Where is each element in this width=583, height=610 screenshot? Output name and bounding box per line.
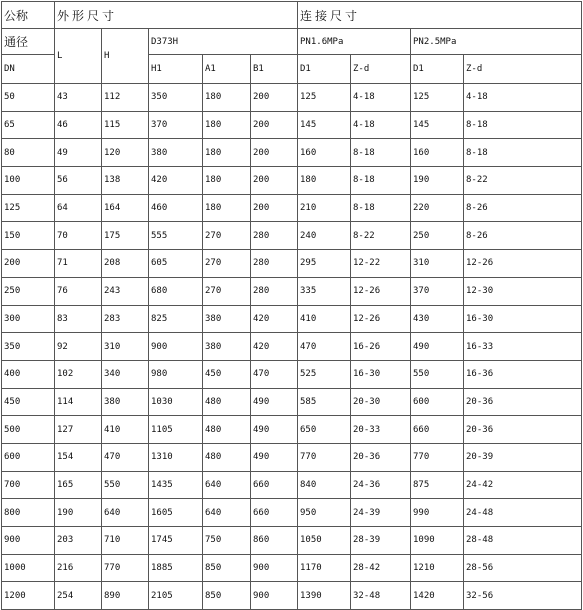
zd-pn25-cell: 8-26 <box>464 194 582 222</box>
d1-pn16-cell: 180 <box>298 167 351 195</box>
zd-pn16-cell: 8-18 <box>351 167 411 195</box>
h1-cell: 1105 <box>149 416 203 444</box>
table-row <box>2 443 582 471</box>
d1-pn25-cell: 600 <box>411 388 464 416</box>
table-row <box>2 333 582 361</box>
h-cell: 770 <box>102 554 149 582</box>
h1-cell: 605 <box>149 250 203 278</box>
zd-pn25-cell: 28-48 <box>464 527 582 555</box>
pn16-header: PN1.6MPa <box>298 29 411 55</box>
a1-cell: 180 <box>203 194 251 222</box>
d1-pn25-cell: 310 <box>411 250 464 278</box>
b1-cell: 280 <box>251 277 298 305</box>
table-row <box>2 250 582 278</box>
a1-cell: 270 <box>203 250 251 278</box>
l-cell: 49 <box>55 139 102 167</box>
zd-pn16-cell: 32-48 <box>351 582 411 610</box>
b1-cell: 490 <box>251 416 298 444</box>
table-row <box>2 277 582 305</box>
l-cell: 254 <box>55 582 102 610</box>
dn-cell: 350 <box>2 333 55 361</box>
l-cell: 46 <box>55 111 102 139</box>
d1-pn16-cell: 160 <box>298 139 351 167</box>
zd-pn16-cell: 12-26 <box>351 277 411 305</box>
b1-cell: 660 <box>251 499 298 527</box>
d1-pn16-cell: 240 <box>298 222 351 250</box>
d1-pn25-cell: 220 <box>411 194 464 222</box>
zd-pn25-cell: 8-18 <box>464 111 582 139</box>
h-cell: 340 <box>102 360 149 388</box>
d1-pn25-cell: 660 <box>411 416 464 444</box>
h1-cell: 825 <box>149 305 203 333</box>
table-row <box>2 111 582 139</box>
zd-header-pn16: Z-d <box>351 55 411 84</box>
l-cell: 56 <box>55 167 102 195</box>
d1-pn16-cell: 650 <box>298 416 351 444</box>
zd-pn16-cell: 20-33 <box>351 416 411 444</box>
h1-cell: 1435 <box>149 471 203 499</box>
h1-cell: 380 <box>149 139 203 167</box>
l-cell: 70 <box>55 222 102 250</box>
dn-cell: 900 <box>2 527 55 555</box>
zd-pn25-cell: 8-26 <box>464 222 582 250</box>
zd-pn25-cell: 20-36 <box>464 388 582 416</box>
zd-pn16-cell: 4-18 <box>351 111 411 139</box>
d1-pn16-cell: 210 <box>298 194 351 222</box>
a1-cell: 640 <box>203 471 251 499</box>
a1-cell: 180 <box>203 111 251 139</box>
d1-pn25-cell: 145 <box>411 111 464 139</box>
zd-pn25-cell: 20-39 <box>464 443 582 471</box>
table-row <box>2 499 582 527</box>
table-row <box>2 84 582 112</box>
d1-pn16-cell: 125 <box>298 84 351 112</box>
l-cell: 190 <box>55 499 102 527</box>
a1-cell: 180 <box>203 84 251 112</box>
a1-cell: 850 <box>203 582 251 610</box>
zd-pn16-cell: 8-18 <box>351 194 411 222</box>
table-row <box>2 167 582 195</box>
d1-pn16-cell: 335 <box>298 277 351 305</box>
a1-cell: 850 <box>203 554 251 582</box>
l-cell: 165 <box>55 471 102 499</box>
h-cell: 310 <box>102 333 149 361</box>
b1-cell: 420 <box>251 305 298 333</box>
zd-pn25-cell: 16-36 <box>464 360 582 388</box>
zd-header-pn25: Z-d <box>464 55 582 84</box>
zd-pn25-cell: 8-22 <box>464 167 582 195</box>
table-row <box>2 471 582 499</box>
a1-cell: 380 <box>203 333 251 361</box>
dn-cell: 1000 <box>2 554 55 582</box>
h-cell: 120 <box>102 139 149 167</box>
h1-cell: 900 <box>149 333 203 361</box>
l-header: L <box>55 29 102 84</box>
h1-cell: 1605 <box>149 499 203 527</box>
table-row <box>2 194 582 222</box>
h-cell: 640 <box>102 499 149 527</box>
zd-pn16-cell: 28-39 <box>351 527 411 555</box>
dn-cell: 300 <box>2 305 55 333</box>
h1-cell: 370 <box>149 111 203 139</box>
h-cell: 380 <box>102 388 149 416</box>
dn-cell: 400 <box>2 360 55 388</box>
d1-pn25-cell: 190 <box>411 167 464 195</box>
d1-pn25-cell: 1090 <box>411 527 464 555</box>
zd-pn25-cell: 28-56 <box>464 554 582 582</box>
l-cell: 71 <box>55 250 102 278</box>
h1-cell: 1030 <box>149 388 203 416</box>
zd-pn25-cell: 8-18 <box>464 139 582 167</box>
d1-pn16-cell: 840 <box>298 471 351 499</box>
zd-pn16-cell: 4-18 <box>351 84 411 112</box>
zd-pn25-cell: 20-36 <box>464 416 582 444</box>
zd-pn16-cell: 12-22 <box>351 250 411 278</box>
zd-pn16-cell: 20-30 <box>351 388 411 416</box>
d1-pn25-cell: 875 <box>411 471 464 499</box>
d1-pn25-cell: 125 <box>411 84 464 112</box>
dn-cell: 100 <box>2 167 55 195</box>
d1-pn25-cell: 990 <box>411 499 464 527</box>
d1-pn25-cell: 370 <box>411 277 464 305</box>
zd-pn25-cell: 16-30 <box>464 305 582 333</box>
d1-pn25-cell: 430 <box>411 305 464 333</box>
dn-cell: 700 <box>2 471 55 499</box>
outline-dimensions-header: 外形尺寸 <box>55 2 298 29</box>
d1-pn16-cell: 1170 <box>298 554 351 582</box>
h1-cell: 680 <box>149 277 203 305</box>
zd-pn25-cell: 4-18 <box>464 84 582 112</box>
b1-cell: 200 <box>251 167 298 195</box>
a1-cell: 180 <box>203 139 251 167</box>
zd-pn16-cell: 12-26 <box>351 305 411 333</box>
h-cell: 138 <box>102 167 149 195</box>
d1-pn25-cell: 1210 <box>411 554 464 582</box>
a1-cell: 480 <box>203 388 251 416</box>
d1-pn16-cell: 770 <box>298 443 351 471</box>
a1-cell: 480 <box>203 443 251 471</box>
a1-cell: 450 <box>203 360 251 388</box>
dimension-table <box>1 1 582 610</box>
b1-cell: 200 <box>251 111 298 139</box>
table-row <box>2 222 582 250</box>
l-cell: 216 <box>55 554 102 582</box>
a1-cell: 270 <box>203 222 251 250</box>
zd-pn25-cell: 24-42 <box>464 471 582 499</box>
dn-cell: 450 <box>2 388 55 416</box>
zd-pn25-cell: 32-56 <box>464 582 582 610</box>
d1-header-pn25: D1 <box>411 55 464 84</box>
d1-pn16-cell: 1050 <box>298 527 351 555</box>
h-cell: 243 <box>102 277 149 305</box>
h1-cell: 1885 <box>149 554 203 582</box>
connection-dimensions-header: 连接尺寸 <box>298 2 582 29</box>
header-row-1 <box>2 2 582 29</box>
table-row <box>2 139 582 167</box>
dn-cell: 200 <box>2 250 55 278</box>
d1-pn25-cell: 550 <box>411 360 464 388</box>
b1-cell: 490 <box>251 443 298 471</box>
a1-header: A1 <box>203 55 251 84</box>
dn-cell: 80 <box>2 139 55 167</box>
a1-cell: 270 <box>203 277 251 305</box>
a1-cell: 380 <box>203 305 251 333</box>
b1-cell: 900 <box>251 554 298 582</box>
table-row <box>2 416 582 444</box>
l-cell: 114 <box>55 388 102 416</box>
table-row <box>2 554 582 582</box>
table-row <box>2 360 582 388</box>
d1-header-pn16: D1 <box>298 55 351 84</box>
a1-cell: 480 <box>203 416 251 444</box>
b1-cell: 660 <box>251 471 298 499</box>
h-cell: 410 <box>102 416 149 444</box>
bore-header: 通径 <box>2 29 55 55</box>
h1-cell: 1310 <box>149 443 203 471</box>
h-cell: 164 <box>102 194 149 222</box>
zd-pn16-cell: 24-36 <box>351 471 411 499</box>
h1-cell: 420 <box>149 167 203 195</box>
dn-cell: 1200 <box>2 582 55 610</box>
a1-cell: 640 <box>203 499 251 527</box>
b1-cell: 420 <box>251 333 298 361</box>
h-cell: 112 <box>102 84 149 112</box>
dn-cell: 250 <box>2 277 55 305</box>
zd-pn16-cell: 28-42 <box>351 554 411 582</box>
model-header: D373H <box>149 29 298 55</box>
l-cell: 127 <box>55 416 102 444</box>
d1-pn25-cell: 1420 <box>411 582 464 610</box>
h-cell: 208 <box>102 250 149 278</box>
h1-header: H1 <box>149 55 203 84</box>
dn-cell: 500 <box>2 416 55 444</box>
b1-cell: 860 <box>251 527 298 555</box>
d1-pn16-cell: 525 <box>298 360 351 388</box>
d1-pn16-cell: 1390 <box>298 582 351 610</box>
l-cell: 154 <box>55 443 102 471</box>
h-cell: 175 <box>102 222 149 250</box>
zd-pn16-cell: 24-39 <box>351 499 411 527</box>
table-row <box>2 582 582 610</box>
dn-cell: 125 <box>2 194 55 222</box>
l-cell: 43 <box>55 84 102 112</box>
b1-header: B1 <box>251 55 298 84</box>
d1-pn16-cell: 145 <box>298 111 351 139</box>
h1-cell: 1745 <box>149 527 203 555</box>
d1-pn16-cell: 470 <box>298 333 351 361</box>
dn-cell: 600 <box>2 443 55 471</box>
d1-pn16-cell: 295 <box>298 250 351 278</box>
d1-pn16-cell: 585 <box>298 388 351 416</box>
dn-cell: 150 <box>2 222 55 250</box>
h-header: H <box>102 29 149 84</box>
l-cell: 76 <box>55 277 102 305</box>
b1-cell: 280 <box>251 250 298 278</box>
zd-pn16-cell: 16-26 <box>351 333 411 361</box>
zd-pn25-cell: 12-26 <box>464 250 582 278</box>
b1-cell: 470 <box>251 360 298 388</box>
d1-pn25-cell: 250 <box>411 222 464 250</box>
h-cell: 890 <box>102 582 149 610</box>
table-row <box>2 305 582 333</box>
zd-pn25-cell: 24-48 <box>464 499 582 527</box>
a1-cell: 180 <box>203 167 251 195</box>
zd-pn25-cell: 16-33 <box>464 333 582 361</box>
h-cell: 115 <box>102 111 149 139</box>
b1-cell: 280 <box>251 222 298 250</box>
h1-cell: 2105 <box>149 582 203 610</box>
b1-cell: 200 <box>251 194 298 222</box>
nominal-header: 公称 <box>2 2 55 29</box>
header-row-2 <box>2 29 582 55</box>
h-cell: 283 <box>102 305 149 333</box>
table-row <box>2 388 582 416</box>
h-cell: 710 <box>102 527 149 555</box>
zd-pn16-cell: 8-18 <box>351 139 411 167</box>
h1-cell: 460 <box>149 194 203 222</box>
h-cell: 550 <box>102 471 149 499</box>
l-cell: 83 <box>55 305 102 333</box>
h1-cell: 350 <box>149 84 203 112</box>
l-cell: 64 <box>55 194 102 222</box>
zd-pn25-cell: 12-30 <box>464 277 582 305</box>
b1-cell: 490 <box>251 388 298 416</box>
l-cell: 102 <box>55 360 102 388</box>
b1-cell: 200 <box>251 139 298 167</box>
h1-cell: 980 <box>149 360 203 388</box>
dn-header: DN <box>2 55 55 84</box>
l-cell: 92 <box>55 333 102 361</box>
zd-pn16-cell: 16-30 <box>351 360 411 388</box>
pn25-header: PN2.5MPa <box>411 29 582 55</box>
h-cell: 470 <box>102 443 149 471</box>
l-cell: 203 <box>55 527 102 555</box>
d1-pn25-cell: 770 <box>411 443 464 471</box>
b1-cell: 900 <box>251 582 298 610</box>
zd-pn16-cell: 8-22 <box>351 222 411 250</box>
d1-pn25-cell: 490 <box>411 333 464 361</box>
d1-pn25-cell: 160 <box>411 139 464 167</box>
dn-cell: 50 <box>2 84 55 112</box>
a1-cell: 750 <box>203 527 251 555</box>
dn-cell: 800 <box>2 499 55 527</box>
d1-pn16-cell: 950 <box>298 499 351 527</box>
zd-pn16-cell: 20-36 <box>351 443 411 471</box>
d1-pn16-cell: 410 <box>298 305 351 333</box>
h1-cell: 555 <box>149 222 203 250</box>
b1-cell: 200 <box>251 84 298 112</box>
table-row <box>2 527 582 555</box>
dn-cell: 65 <box>2 111 55 139</box>
